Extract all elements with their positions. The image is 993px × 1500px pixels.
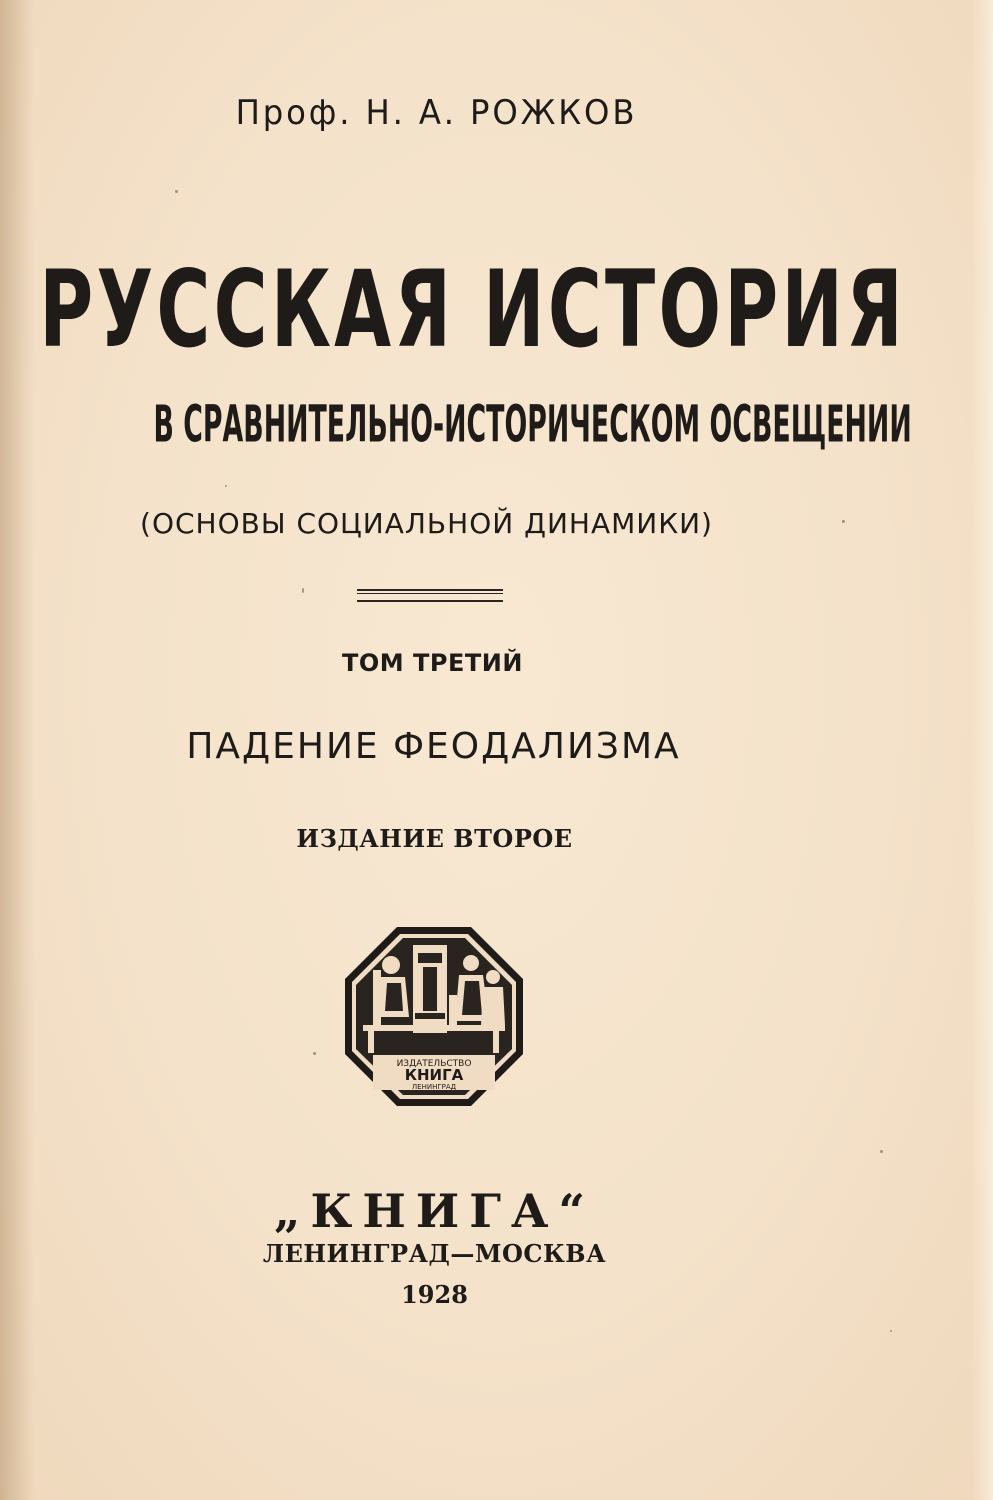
volume-number: ТОМ ТРЕТИЙ bbox=[342, 649, 523, 677]
book-subtitle: В СРАВНИТЕЛЬНО-ИСТОРИЧЕСКОМ ОСВЕЩЕНИИ bbox=[153, 395, 912, 455]
double-rule-divider-middle bbox=[357, 593, 503, 594]
publisher-name: „КНИГА“ bbox=[274, 1184, 595, 1238]
emblem-text-top: ИЗДАТЕЛЬСТВО bbox=[396, 1059, 472, 1069]
volume-title: ПАДЕНИЕ ФЕОДАЛИЗМА bbox=[186, 726, 681, 767]
page-edge bbox=[971, 0, 993, 1500]
author-line: Проф. Н. А. РОЖКОВ bbox=[235, 93, 638, 133]
paper-speck bbox=[302, 588, 304, 593]
publication-year: 1928 bbox=[401, 1280, 468, 1309]
double-rule-divider bbox=[357, 589, 503, 602]
paper-speck bbox=[225, 485, 227, 487]
publisher-cities: ЛЕНИНГРАД—МОСКВА bbox=[262, 1239, 607, 1268]
book-title: РУССКАЯ ИСТОРИЯ bbox=[39, 248, 907, 372]
edition-note: ИЗДАНИЕ ВТОРОЕ bbox=[296, 824, 573, 853]
paper-speck bbox=[880, 1150, 883, 1153]
paper-speck bbox=[313, 1052, 316, 1055]
publisher-emblem-icon bbox=[343, 925, 525, 1108]
emblem-text-bottom: ЛЕНИНГРАД bbox=[411, 1083, 457, 1091]
emblem-text-main: КНИГА bbox=[404, 1066, 464, 1084]
paper-speck bbox=[890, 1330, 892, 1332]
book-subsubtitle: (ОСНОВЫ СОЦИАЛЬНОЙ ДИНАМИКИ) bbox=[140, 507, 713, 540]
paper-speck bbox=[175, 190, 178, 193]
